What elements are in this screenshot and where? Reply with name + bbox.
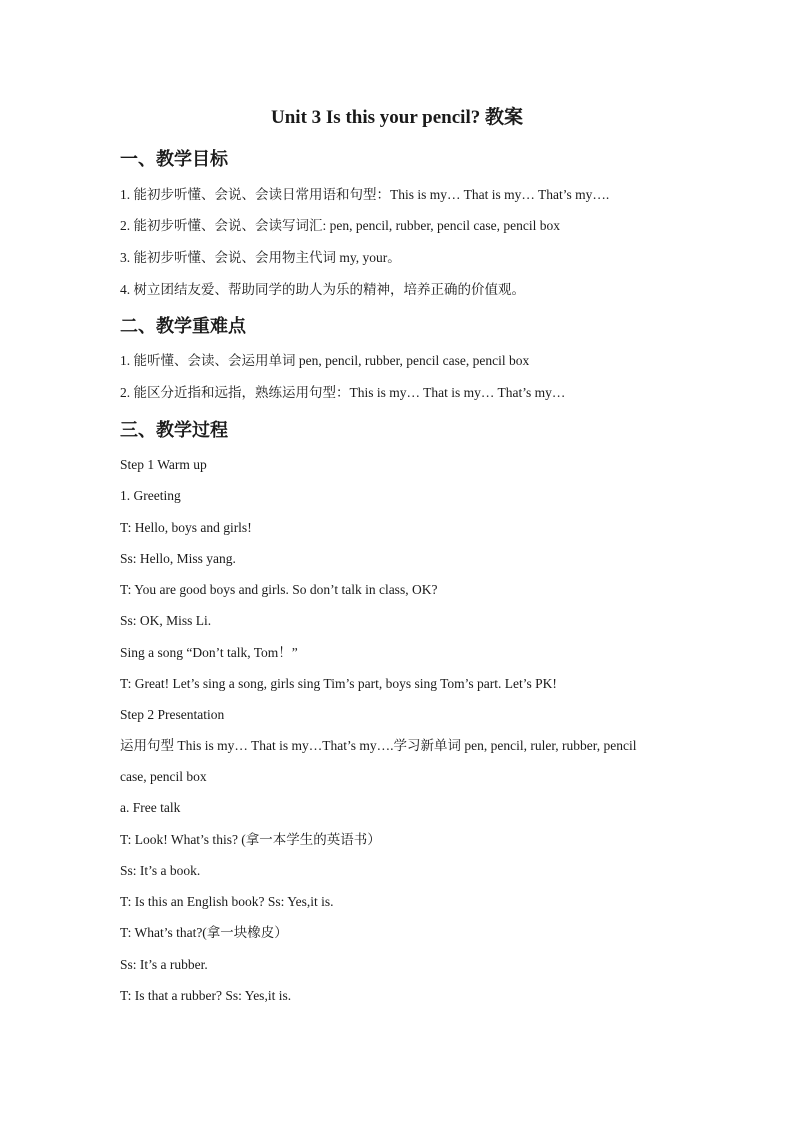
objective-line-4: 4. 树立团结友爱、帮助同学的助人为乐的精神，培养正确的价值观。 <box>120 282 525 297</box>
procedure-line: T: Look! What’s this? (拿一本学生的英语书） <box>120 832 381 847</box>
procedure-line: T: Great! Let’s sing a song, girls sing Tim’s part, boys sing Tom’s part. Let’s PK! <box>120 676 557 691</box>
procedure-line: Ss: Hello, Miss yang. <box>120 551 236 566</box>
key-point-line-1: 1. 能听懂、会读、会运用单词 pen, pencil, rubber, pencil case, pencil box <box>120 353 530 368</box>
procedure-line: 1. Greeting <box>120 488 181 503</box>
objective-line-3: 3. 能初步听懂、会说、会用物主代词 my, your。 <box>120 250 401 265</box>
section-heading-key-points: 二、教学重难点 <box>120 316 246 336</box>
document-title: Unit 3 Is this your pencil? 教案 <box>271 107 523 128</box>
objective-line-2: 2. 能初步听懂、会说、会读写词汇: pen, pencil, rubber, pencil case, pencil box <box>120 218 560 233</box>
section-heading-objectives: 一、教学目标 <box>120 149 228 169</box>
procedure-line: T: Hello, boys and girls! <box>120 520 252 535</box>
procedure-line: Ss: OK, Miss Li. <box>120 613 212 628</box>
procedure-line: T: Is this an English book? Ss: Yes,it is. <box>120 894 334 909</box>
procedure-line: Ss: It’s a book. <box>120 863 201 878</box>
procedure-line: a. Free talk <box>120 800 181 815</box>
procedure-line: Step 2 Presentation <box>120 707 225 722</box>
objective-line-1: 1. 能初步听懂、会说、会读日常用语和句型：This is my… That is my… That’s my…. <box>120 187 610 202</box>
procedure-line: T: Is that a rubber? Ss: Yes,it is. <box>120 988 292 1003</box>
section-heading-procedure: 三、教学过程 <box>120 420 228 440</box>
procedure-line: case, pencil box <box>120 769 207 784</box>
procedure-line: T: You are good boys and girls. So don’t talk in class, OK? <box>120 582 438 597</box>
procedure-line: 运用句型 This is my… That is my…That’s my….学习新单词 pen, pencil, ruler, rubber, pencil <box>120 738 637 753</box>
procedure-line: Sing a song “Don’t talk, Tom！” <box>120 645 298 660</box>
procedure-line: Ss: It’s a rubber. <box>120 957 208 972</box>
procedure-line: T: What’s that?(拿一块橡皮） <box>120 925 288 940</box>
key-point-line-2: 2. 能区分近指和远指，熟练运用句型：This is my… That is my… That’s my… <box>120 385 566 400</box>
procedure-line: Step 1 Warm up <box>120 457 207 472</box>
